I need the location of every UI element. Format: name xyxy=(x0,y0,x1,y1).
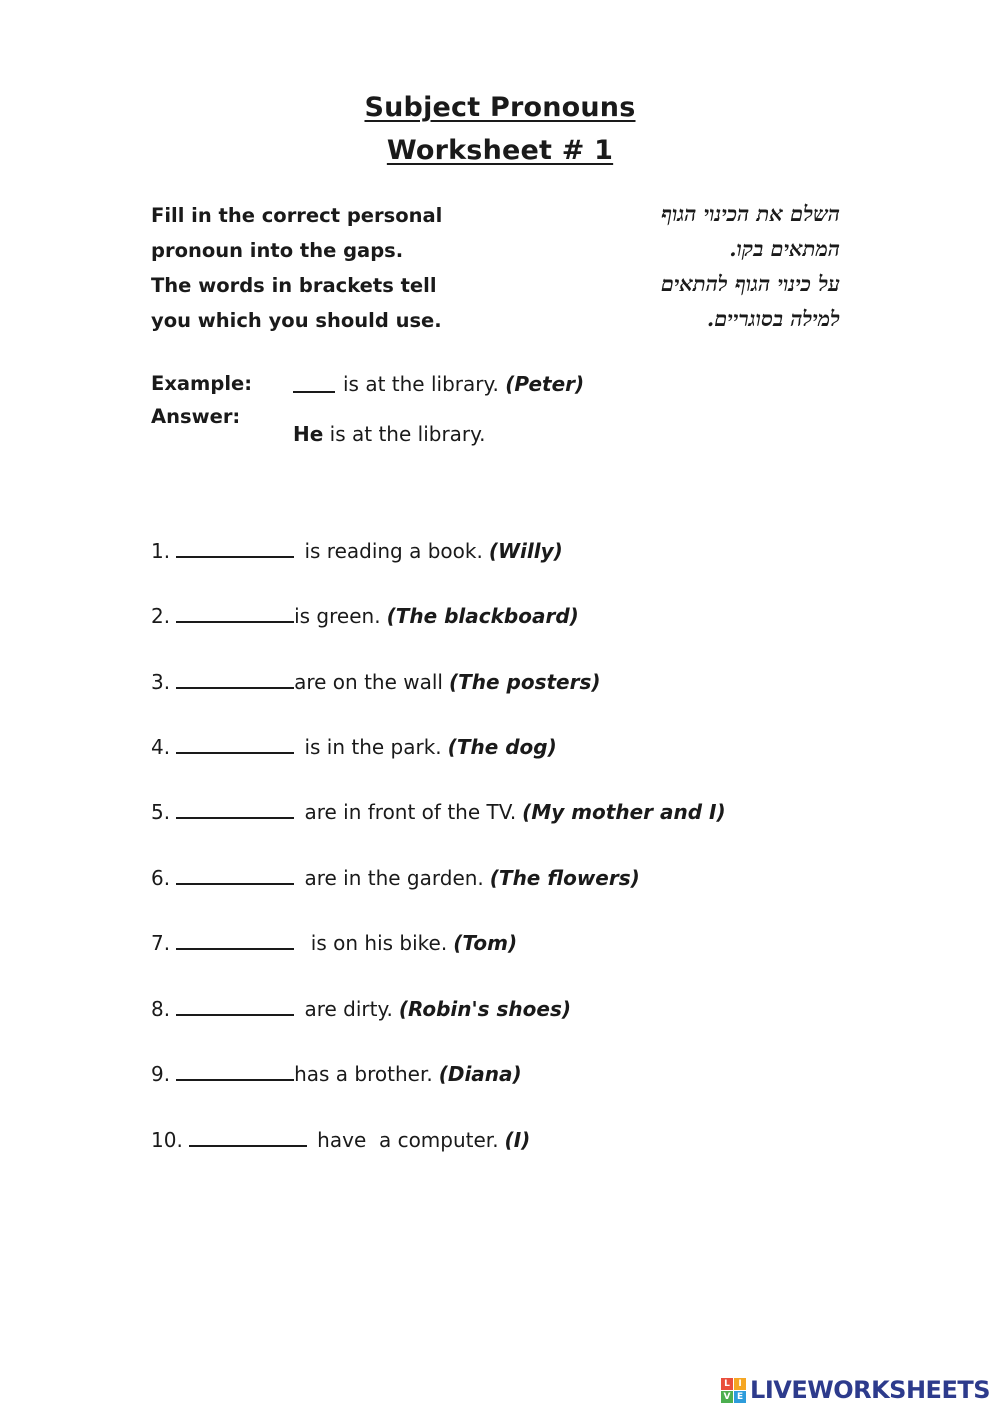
example-sentence-text: is at the library. xyxy=(343,372,499,396)
exercise-number: 1. xyxy=(151,539,171,563)
exercise-hint: (The flowers) xyxy=(489,866,640,890)
example-label: Example: xyxy=(151,372,253,395)
worksheet-number: Worksheet # 1 xyxy=(386,135,614,166)
exercise-item xyxy=(151,732,557,759)
exercise-text: has a brother. xyxy=(294,1062,433,1086)
exercise-hint: (The dog) xyxy=(447,735,557,759)
instructions-hebrew xyxy=(540,196,840,336)
exercise-hint: (My mother and I) xyxy=(522,800,726,824)
exercise-text: are in the garden. xyxy=(298,866,484,890)
exercise-text: are in front of the TV. xyxy=(298,800,517,824)
example-sentence xyxy=(293,372,584,396)
exercise-number: 5. xyxy=(151,800,171,824)
exercise-number: 7. xyxy=(151,931,171,955)
liveworksheets-logo xyxy=(721,1376,990,1404)
page-title: Subject Pronouns xyxy=(364,92,636,123)
hebrew-line: המתאים בקו. xyxy=(729,236,840,261)
instruction-line: pronoun into the gaps. xyxy=(151,239,404,262)
answer-blank[interactable] xyxy=(176,797,294,819)
exercise-number: 4. xyxy=(151,735,171,759)
exercise-number: 8. xyxy=(151,997,171,1021)
exercise-item xyxy=(151,536,563,563)
exercise-item xyxy=(151,994,571,1021)
exercise-text: have a computer. xyxy=(310,1128,499,1152)
answer-blank[interactable] xyxy=(176,536,294,558)
logo-icon xyxy=(721,1378,746,1403)
brand-name: LIVEWORKSHEETS xyxy=(750,1376,990,1404)
example-blank xyxy=(293,391,335,393)
answer-blank[interactable] xyxy=(176,863,294,885)
exercise-item xyxy=(151,928,517,955)
hebrew-line: על כינוי הגוף להתאים xyxy=(660,271,840,296)
example-answer-word: He xyxy=(293,422,324,446)
answer-blank[interactable] xyxy=(176,1059,294,1081)
exercise-item xyxy=(151,667,601,694)
logo-tile: E xyxy=(734,1391,746,1403)
exercise-number: 2. xyxy=(151,604,171,628)
answer-label: Answer: xyxy=(151,405,241,428)
exercise-number: 9. xyxy=(151,1062,171,1086)
hebrew-line: למילה בסוגריים. xyxy=(706,306,840,331)
exercise-hint: (Tom) xyxy=(453,931,518,955)
instructions-english xyxy=(151,198,531,338)
exercise-text: is green. xyxy=(294,604,381,628)
exercise-number: 3. xyxy=(151,670,171,694)
exercise-text: is in the park. xyxy=(298,735,442,759)
example-hint: (Peter) xyxy=(505,372,585,396)
exercise-hint: (Robin's shoes) xyxy=(398,997,571,1021)
exercise-text: are on the wall xyxy=(294,670,443,694)
logo-tile: V xyxy=(721,1391,733,1403)
hebrew-line: השלם את הכינוי הגוף xyxy=(661,201,840,226)
instruction-line: The words in brackets tell xyxy=(151,274,437,297)
answer-blank[interactable] xyxy=(176,928,294,950)
exercise-hint: (The blackboard) xyxy=(386,604,579,628)
answer-blank[interactable] xyxy=(176,994,294,1016)
example-answer-text: is at the library. xyxy=(329,422,486,446)
exercise-hint: (Willy) xyxy=(488,539,563,563)
exercise-number: 10. xyxy=(151,1128,183,1152)
answer-blank[interactable] xyxy=(176,732,294,754)
exercise-item xyxy=(151,797,726,824)
exercise-item xyxy=(151,863,640,890)
logo-tile: L xyxy=(721,1378,733,1390)
answer-blank[interactable] xyxy=(189,1125,307,1147)
example-answer xyxy=(293,422,486,446)
instruction-line: Fill in the correct personal xyxy=(151,204,443,227)
logo-tile: I xyxy=(734,1378,746,1390)
exercise-text: is reading a book. xyxy=(298,539,483,563)
exercise-item xyxy=(151,1059,522,1086)
exercise-item xyxy=(151,1125,530,1152)
exercise-text: is on his bike. xyxy=(298,931,448,955)
exercise-number: 6. xyxy=(151,866,171,890)
exercise-hint: (The posters) xyxy=(448,670,601,694)
exercise-text: are dirty. xyxy=(298,997,393,1021)
instruction-line: you which you should use. xyxy=(151,309,442,332)
answer-blank[interactable] xyxy=(176,667,294,689)
exercise-hint: (Diana) xyxy=(438,1062,522,1086)
exercise-item xyxy=(151,601,579,628)
answer-blank[interactable] xyxy=(176,601,294,623)
exercise-hint: (I) xyxy=(504,1128,531,1152)
